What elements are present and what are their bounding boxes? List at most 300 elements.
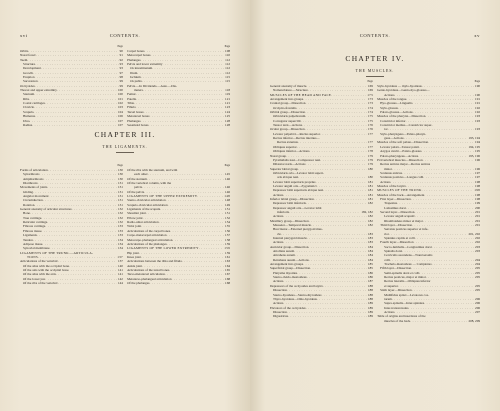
left-top-col2 <box>127 45 230 127</box>
toc-entry-page: 204 <box>475 257 480 262</box>
toc-entry-title: Reticular cartilage <box>23 220 48 225</box>
toc-entry-title: Sterno-clavicular articulation <box>127 198 166 203</box>
toc-entry-page: 142 <box>117 276 123 281</box>
toc-entry-page: 189 <box>367 301 373 306</box>
toc-entry-page: 112 <box>225 66 230 71</box>
toc-entry-page: 169 <box>367 84 373 88</box>
toc-entry-title: Depressors of the os hyoides and larynx <box>270 283 323 288</box>
toc-entry-title: Scalenus posticus—Longus colli <box>380 175 424 180</box>
toc-entry-title: Ankle joint <box>127 263 143 268</box>
toc-entry-page: 204 <box>475 262 480 267</box>
toc-entry-title: Muscles of the pharynx—Dissection <box>377 114 426 119</box>
toc-entry-title: Of the phalanges <box>127 280 150 285</box>
right-running-title: CONTENTS. <box>359 33 391 38</box>
toc-entry-title: MUSCLES OF THE TRUNK <box>377 188 422 193</box>
toc-entry-title: inferioris <box>277 209 290 214</box>
toc-entry-page: 203 <box>475 244 480 249</box>
toc-entry-page: 146 <box>225 176 230 181</box>
toc-entry-title: Scapulo-clavicular articulation <box>127 202 168 207</box>
toc-entry-page: 168 <box>225 276 230 281</box>
toc-entry-title: Multifidus spinæ—Levatores cos- <box>384 292 430 297</box>
toc-entry-title: Tibia <box>127 101 134 106</box>
toc-entry-title: Levator palpebræ—Rectus superior <box>273 131 321 136</box>
toc-entry-page: 192 <box>475 110 480 115</box>
toc-entry-title: Levator palati—Tensor palati <box>380 144 419 149</box>
toc-entry-title: Rhomboideus minor et major <box>384 218 423 223</box>
toc-entry-page: 177 <box>367 131 373 136</box>
toc-entry-page: 177 <box>367 144 373 149</box>
toc-entry-page: 130 <box>117 168 123 172</box>
toc-entry-title: Third layer—Dissection <box>380 223 413 227</box>
toc-entry-title: Ulna <box>23 118 30 123</box>
toc-entry-title: Levator anguli scapulæ <box>384 214 415 219</box>
toc-entry-title: Constrictor inferior <box>380 118 406 123</box>
chapter-iii-heading <box>20 130 230 153</box>
toc-entry-title: Nasal fossæ <box>20 53 36 58</box>
toc-entry <box>377 319 480 323</box>
toc-entry-page: 132 <box>117 220 123 225</box>
toc-entry-title: Angular movement <box>23 194 49 199</box>
toc-entry-title: Of the sternum <box>127 176 147 181</box>
toc-entry-title: Phalanges <box>127 57 141 62</box>
toc-entry-title: Ligaments of the scapula <box>127 207 161 212</box>
toc-entry-title: Actions <box>273 240 284 245</box>
toc-entry-page: 192 <box>475 105 480 110</box>
toc-entry-title: Os hyoides <box>20 83 35 88</box>
toc-entry-page: 121 <box>225 96 230 101</box>
toc-entry-page: 137 <box>117 254 123 259</box>
toc-entry-title: Sacro-lumbalis—Longissimus dorsi <box>384 244 432 249</box>
toc-entry-title: Radius <box>23 122 33 127</box>
toc-entry-page: 201 <box>475 223 480 227</box>
toc-entry-page: 130 <box>117 172 123 177</box>
toc-entry-title: Auricular group—Dissection <box>270 244 309 249</box>
toc-entry-page: 205 <box>475 270 480 275</box>
toc-entry-title: Humerus <box>23 114 36 119</box>
toc-entry-title: Rectus posticus, major et minor <box>384 275 426 280</box>
toc-entry-title: Dissection <box>273 309 287 314</box>
toc-entry-page: 151 <box>225 211 230 216</box>
toc-entry-title: et superior <box>384 283 399 288</box>
toc-entry-title: pelvis <box>134 185 142 190</box>
toc-entry-title: Metacarpo-phalangeal articulation <box>127 237 173 242</box>
toc-entry-page: 151 <box>225 207 230 212</box>
toc-entry-title: Bone <box>23 211 30 216</box>
left-bottom-columns <box>20 164 230 285</box>
toc-entry-title: Depressor labii superioris alæque nasi <box>273 188 324 193</box>
toc-entry-page: 133 <box>117 233 123 238</box>
toc-entry-title: Metacarpal bones <box>127 53 151 58</box>
toc-entry-title: Ischium <box>130 75 141 80</box>
toc-entry-page: 155 <box>225 224 230 229</box>
toc-entry-page: 181 <box>367 183 373 188</box>
toc-entry-title: Phalanges <box>127 118 141 123</box>
toc-entry-title: Ilium <box>130 70 138 75</box>
toc-entry-title: Circumduction <box>23 198 43 203</box>
toc-entry-page: 159 <box>224 246 230 251</box>
toc-entry-title: Ribs <box>23 96 30 101</box>
toc-entry-title: Azygos uvulæ—Palato-glossus <box>380 149 422 154</box>
chapter-number: CHAPTER III. <box>94 130 156 139</box>
toc-entry-title: Growth <box>23 70 34 75</box>
toc-entry-title: Muscles of the larynx <box>377 183 406 188</box>
toc-entry-title: Tendon <box>23 237 33 242</box>
toc-entry-title: Os pubis <box>130 79 142 84</box>
toc-entry-page: 182 <box>367 201 373 206</box>
toc-entry-page: 132 <box>117 215 123 220</box>
toc-entry-page: 146 <box>225 185 230 190</box>
toc-entry-title: Actions <box>273 214 284 219</box>
toc-entry-page: 190 <box>475 92 480 97</box>
toc-entry-page: 188 <box>367 292 373 297</box>
toc-entry-page: 189 <box>367 314 373 319</box>
toc-entry-title: Clavicle <box>23 105 34 110</box>
toc-entry-page: 93 <box>119 66 123 71</box>
leader-dots <box>410 319 467 323</box>
toc-entry-page: 174 <box>367 110 373 115</box>
toc-entry-title: Sixth layer—Dissection <box>380 288 412 293</box>
toc-entry-page: 196 <box>475 157 480 162</box>
toc-entry-title: Orbital group—Dissection <box>270 110 306 115</box>
page-column-header: Page <box>117 164 123 167</box>
left-top-col1 <box>20 45 123 127</box>
toc-entry-title: Actions <box>273 301 284 306</box>
toc-entry-title: Sesamoid bones <box>127 122 149 127</box>
toc-entry-title: Stylo-pharyngeus—Palato-pharyn- <box>380 131 427 136</box>
toc-entry-title: Levator anguli oris—Zygomatici <box>273 183 317 188</box>
chapter-iv-heading <box>270 54 480 77</box>
toc-entry-page: 193, 194 <box>468 136 480 141</box>
toc-entry-page: 115 <box>225 79 230 84</box>
toc-entry-page: 177 <box>367 140 373 145</box>
toc-entry <box>127 281 230 285</box>
toc-entry-page: 121 <box>225 101 230 106</box>
toc-entry-page: 112 <box>225 70 230 75</box>
right-columns <box>270 80 480 323</box>
right-page-number: xv <box>474 33 480 38</box>
toc-entry-page: 194 <box>475 140 480 145</box>
toc-entry-title: Arrangement into groups <box>270 97 304 102</box>
toc-entry-title: rior <box>384 231 389 236</box>
toc-entry-page: 145 <box>225 172 230 177</box>
toc-entry-title: Semi-spinalis dorsi et colli <box>384 270 420 275</box>
toc-entry-title: Actions <box>273 192 284 197</box>
toc-entry-title: Sternum <box>23 92 35 97</box>
toc-entry-page: 146 <box>225 189 230 194</box>
toc-entry-page: 181 <box>367 192 373 197</box>
toc-entry-page: 99 <box>119 79 123 84</box>
toc-entry-title: Palato-pharyngeus—Actions <box>380 153 419 158</box>
toc-entry-page: 199 <box>475 201 480 206</box>
toc-entry-title: Fifth layer—Dissection <box>380 266 412 271</box>
toc-entry-page: 191 <box>475 97 480 102</box>
toc-entry-page: 93 <box>119 62 123 67</box>
toc-entry-page: 201 <box>475 214 480 219</box>
toc-entry-title: Splenius capitis et colli <box>384 236 415 241</box>
toc-entry-page: 205 <box>475 266 480 271</box>
toc-entry-title: Sterno-hyoideus—Sterno-thyroideus <box>273 292 322 297</box>
toc-entry-title: Orbicularis palpebrarum <box>273 114 306 119</box>
toc-entry-title: Depressor anguli oris—Levator labii <box>273 205 322 210</box>
toc-entry-title: TIONS <box>27 254 38 259</box>
toc-entry-page: 186 <box>367 275 373 280</box>
toc-entry-title: Costal cartilages <box>23 101 45 106</box>
toc-entry-title: Hyo-glossus—Lingualis <box>380 101 413 106</box>
toc-entry-title: Rectus anticus major—Rectus anticus <box>380 162 431 167</box>
toc-entry-page: 173 <box>367 97 373 102</box>
toc-entry-page: 195 <box>475 149 480 154</box>
toc-entry-title: Rectus inferior—Rectus internus— <box>273 136 320 141</box>
toc-entry-page: 207 <box>475 309 480 314</box>
divider <box>116 152 134 153</box>
toc-entry-page: 161 <box>225 254 230 259</box>
toc-entry-title: Prævertebral muscles—Dissection <box>377 157 423 162</box>
toc-entry-page: 186 <box>367 270 373 275</box>
toc-entry-title: Maxillary group—Dissection <box>270 218 309 223</box>
toc-entry-page: 159 <box>225 250 230 255</box>
toc-entry-title: Of the ribs with the sternum, and with <box>127 168 178 172</box>
toc-entry-page: 107 <box>117 118 123 123</box>
toc-entry-title: Elbow joint <box>127 215 143 220</box>
toc-entry-page: 124 <box>225 109 230 114</box>
toc-entry-page: 125 <box>225 114 230 119</box>
toc-entry-page: 110 <box>225 53 230 58</box>
toc-entry-title: each other <box>134 172 148 177</box>
toc-entry-page: 189 <box>367 305 373 310</box>
toc-entry-page: 154 <box>225 220 230 225</box>
toc-entry-page: 134 <box>117 246 123 251</box>
toc-entry-page: 198 <box>475 192 480 197</box>
toc-entry-title: Femur <box>127 92 136 97</box>
toc-entry-title: geus—Actions <box>384 136 404 141</box>
toc-entry-page: 205 <box>475 275 480 280</box>
leader-dots <box>58 281 117 285</box>
left-bot-col1 <box>20 164 123 285</box>
toc-entry-title: Radio-ulnar articulation <box>127 220 159 225</box>
toc-entry-title: Rectus lateralis—Obliquus inferior <box>384 279 431 284</box>
toc-entry-page: 144 <box>117 280 123 285</box>
toc-entry-title: Attollens aurem <box>273 249 295 254</box>
toc-entry-page: 183 <box>367 231 373 236</box>
leader-dots <box>320 132 367 136</box>
toc-entry-page: 189 <box>367 309 373 314</box>
toc-entry-page: 195, 196 <box>468 153 480 158</box>
toc-entry-page: 130 <box>117 176 123 181</box>
toc-entry-title: Supra-spinalis—Inter-spinales <box>384 301 425 306</box>
toc-entry-title: minor <box>384 166 392 171</box>
toc-entry-page: 108 <box>225 49 230 53</box>
toc-entry-title: Nomenclature.—Structure <box>273 88 308 93</box>
toc-entry-page: 132 <box>117 207 123 212</box>
left-top-columns <box>20 45 230 127</box>
chapter-number: CHAPTER IV. <box>345 54 405 63</box>
toc-entry-title: Cranial group—Dissection <box>270 101 306 106</box>
toc-entry-page: 163 <box>225 259 230 264</box>
toc-entry-title: Carpal bones <box>127 49 145 53</box>
toc-entry-title: Tarso-metatarsal articulation <box>127 272 165 277</box>
toc-entry-page: 188 <box>367 283 373 288</box>
toc-entry-page: 183 <box>367 240 373 245</box>
toc-entry-page: 198 <box>474 188 480 193</box>
toc-entry-page: 200 <box>475 205 480 210</box>
toc-entry-page: 112 <box>225 62 230 67</box>
toc-entry-title: Internal pterygoid muscle <box>273 236 307 241</box>
toc-entry-title: colli <box>384 257 390 262</box>
leader-dots <box>423 158 474 162</box>
right-col2 <box>377 80 480 323</box>
toc-entry-title: Succession <box>23 79 38 84</box>
left-running-title: CONTENTS. <box>109 33 141 38</box>
toc-entry-title: Nasal group <box>270 153 287 158</box>
toc-entry-page: 131 <box>117 202 123 207</box>
toc-entry-title: Actions <box>384 309 395 314</box>
toc-entry-title: Depressor labii inferioris <box>273 201 306 206</box>
toc-entry-title: meters <box>134 88 143 93</box>
toc-entry-title: Fibrous cartilage <box>23 224 46 229</box>
toc-entry-page: 198 <box>475 196 480 201</box>
toc-entry-title: Patella <box>127 96 137 101</box>
toc-entry-page: 169 <box>367 88 373 93</box>
toc-entry-page: 202 <box>475 236 480 241</box>
right-page <box>250 0 500 411</box>
toc-entry-title: Palato-glossus—Actions <box>380 110 413 115</box>
toc-entry-page: 184 <box>367 253 373 258</box>
toc-entry-title: Attrahens aurem <box>273 253 295 258</box>
toc-entry-page: 164 <box>225 263 230 268</box>
toc-entry-title: Stylo-hyoideus — mylo-hyoideus <box>377 84 422 88</box>
toc-entry-title: Constrictor medius—Constrictor super- <box>380 123 433 128</box>
toc-entry-page: 174 <box>367 105 373 110</box>
toc-entry-title: Muscles of the back—Arrangement <box>377 192 425 197</box>
toc-entry-page: 193 <box>475 127 480 132</box>
toc-entry-title: Tensor tarsi—Actions <box>273 123 302 128</box>
toc-entry <box>127 123 230 127</box>
leader-dots <box>288 314 367 318</box>
toc-entry-title: Adipose tissue <box>23 241 43 246</box>
toc-entry-title: Articulations between the tibia and fibula <box>127 259 182 264</box>
toc-entry-page: 201, 202 <box>468 231 480 236</box>
toc-entry-page: 190 <box>475 84 480 88</box>
toc-entry-title: Trapezius <box>384 201 397 206</box>
toc-entry-title: Diarthrosis <box>23 181 38 186</box>
toc-entry-page: 182 <box>367 214 373 219</box>
toc-entry-title: Inferior labial group—Dissection <box>270 196 314 201</box>
toc-entry-page: 205 <box>475 288 480 293</box>
toc-entry-title: Tarsal bones <box>127 109 144 114</box>
chapter-title: THE LIGAMENTS. <box>102 145 148 149</box>
toc-entry-page: 183 <box>367 236 373 241</box>
toc-entry-page: 205 <box>475 283 480 288</box>
toc-entry-title: Of the atlas with the axis <box>23 272 56 277</box>
toc-entry-page: 173 <box>367 101 373 106</box>
toc-entry-title: Pyramidalis nasi—Compressor nasi <box>273 157 321 162</box>
toc-entry-title: Cervicalis ascendens—Transversalis <box>384 253 433 258</box>
toc-entry-page: 152 <box>225 215 230 220</box>
toc-entry-page: 131 <box>117 194 123 199</box>
toc-entry-page: 206 <box>475 296 480 301</box>
toc-entry-title: Elevators of the os hyoides <box>270 305 306 310</box>
toc-entry-title: LIGAMENTS OF THE UPPER EXTREMITY <box>127 194 198 199</box>
toc-entry-page: 187 <box>367 279 373 284</box>
toc-entry-title: Fibula <box>127 105 136 110</box>
toc-entry-title: Ocular group—Dissection <box>270 127 305 132</box>
toc-entry-page: 128 <box>225 122 230 127</box>
page-column-header: Page <box>474 80 480 83</box>
toc-entry-page: 179 <box>367 157 373 162</box>
toc-entry-page: 131 <box>117 198 123 203</box>
toc-entry-page: 173 <box>367 92 373 97</box>
toc-entry-title: Scalenus anticus <box>380 170 402 175</box>
toc-entry-title: Of the atlas with the occipital bone <box>23 263 70 268</box>
toc-entry-title: LIGAMENTS OF THE LOWER EXTREMITY <box>127 246 199 251</box>
toc-entry-title: Rectus externus <box>277 140 298 145</box>
toc-entry-page: 102 <box>117 101 123 106</box>
leader-dots <box>32 123 117 127</box>
toc-entry-page: 92 <box>119 57 123 62</box>
toc-entry-title: Synarthrosis <box>23 172 40 177</box>
toc-entry-page: 165 <box>225 267 230 272</box>
toc-entry-page: 178 <box>367 149 373 154</box>
toc-entry-title: tarum <box>384 296 392 301</box>
toc-entry-page: 149 <box>225 202 230 207</box>
toc-entry-page: 185 <box>367 262 373 267</box>
toc-entry-page: 115 <box>225 75 230 80</box>
toc-entry-title: Of the lower jaw <box>23 276 46 281</box>
toc-entry-page: 100 <box>117 88 123 93</box>
toc-entry-title: Actions <box>380 179 391 184</box>
toc-entry-title: Amphiarthrosis <box>23 176 44 181</box>
toc-entry-title: Shoulder joint <box>127 211 146 216</box>
toc-entry-page: 188 <box>367 288 373 293</box>
toc-entry-page: 158 <box>225 237 230 242</box>
toc-entry-title: Orbicularis oris—Levator labii superi- <box>273 170 324 175</box>
toc-entry-title: Levator labii superioris proprius <box>273 179 316 184</box>
toc-entry-page: 101 <box>117 96 123 101</box>
toc-entry-page: 128 <box>225 118 230 123</box>
toc-entry-title: Orbits <box>20 49 29 53</box>
toc-entry-page: 91 <box>119 53 123 58</box>
toc-entry-page: 206 <box>475 305 480 310</box>
toc-entry-page: 181 <box>367 188 373 193</box>
toc-entry-page: 184 <box>367 257 373 262</box>
chapter-title: THE MUSCLES. <box>355 69 395 73</box>
toc-entry-page: 97 <box>119 70 123 75</box>
toc-entry-title: Gliding <box>23 189 34 194</box>
toc-entry-page: 131 <box>117 185 123 190</box>
toc-entry-page: 191 <box>475 101 480 106</box>
toc-entry-title: Wrist joint <box>127 224 142 229</box>
toc-entry-page: 107 <box>117 122 123 127</box>
toc-entry-title: General anatomy of articular structures <box>20 207 72 212</box>
toc-entry-title: Serratus posticus superior et infe- <box>384 227 429 232</box>
leader-dots <box>148 123 224 127</box>
toc-entry-page: 180 <box>367 175 373 180</box>
toc-entry-title: Of the pelvis <box>127 189 145 194</box>
toc-entry-page: 198 <box>475 183 480 188</box>
toc-entry-title: Arrangement into groups <box>270 262 304 267</box>
toc-entry-title: Stylo-glossus <box>380 105 398 110</box>
toc-entry-title: Carpo-metacarpal articulation <box>127 233 167 238</box>
toc-entry-page: 123 <box>225 105 230 110</box>
toc-entry-page: 134 <box>117 241 123 246</box>
toc-entry-page: 157 <box>225 233 230 238</box>
leader-dots <box>426 275 474 279</box>
toc-entry-page: 104 <box>117 109 123 114</box>
toc-entry-page: 90 <box>119 49 123 53</box>
toc-entry-title: Metatarsal bones <box>127 114 150 119</box>
toc-entry-page: 179 <box>367 153 373 158</box>
toc-entry-title: Muscles of the soft palate—Dissection <box>377 140 429 145</box>
